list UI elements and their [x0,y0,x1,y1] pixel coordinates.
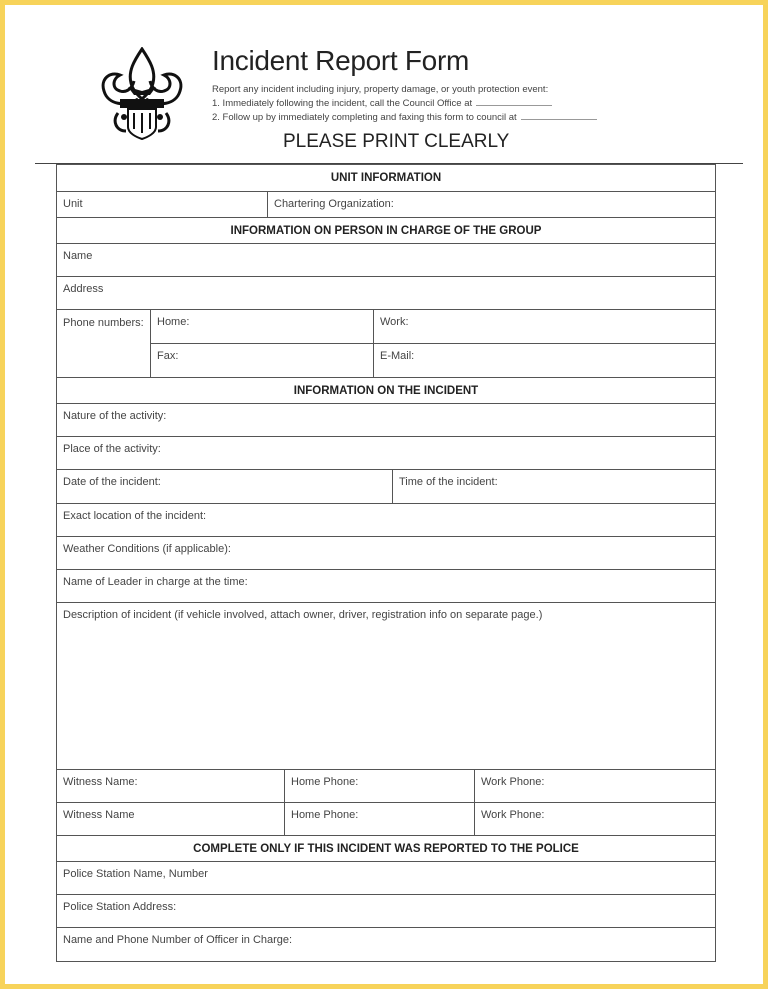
form-row [57,894,715,927]
form-row [57,602,715,769]
leader-in-charge-field[interactable]: Name of Leader in charge at the time: [63,576,248,588]
weather-conditions-field[interactable]: Weather Conditions (if applicable): [63,543,231,555]
form-row [151,343,715,377]
instruction-line [212,112,597,123]
phone-numbers-block [57,309,715,377]
instruction-line [212,98,552,109]
nature-of-activity-field[interactable]: Nature of the activity: [63,410,167,422]
section-heading-incident: INFORMATION ON THE INCIDENT [57,377,715,403]
incident-time-field[interactable]: Time of the incident: [392,470,715,503]
home-phone-field[interactable]: Home: [157,316,190,328]
form-row [57,436,715,469]
witness-work-phone-field[interactable]: Work Phone: [474,770,715,802]
witness-work-phone-field[interactable]: Work Phone: [474,803,715,835]
witness-home-phone-field[interactable]: Home Phone: [284,770,474,802]
witness-name-field[interactable]: Witness Name: [63,776,138,788]
unit-field[interactable]: Unit [63,198,83,210]
police-station-name-field[interactable]: Police Station Name, Number [63,868,208,880]
section-heading-police: COMPLETE ONLY IF THIS INCIDENT WAS REPORTED TO THE POLICE [57,835,715,861]
witness-name-field[interactable]: Witness Name [63,809,135,821]
witness-home-phone-field[interactable]: Home Phone: [284,803,474,835]
phone-numbers-label: Phone numbers: [57,310,151,377]
blank-line [521,119,597,120]
leader-address-field[interactable]: Address [63,283,104,295]
form-row [57,861,715,894]
place-of-activity-field[interactable]: Place of the activity: [63,443,161,455]
form-row [57,536,715,569]
email-field[interactable]: E-Mail: [373,344,715,377]
instruction-text: 2. Follow up by immediately completing and faxing this form to council at [212,112,517,123]
section-heading-unit: UNIT INFORMATION [57,164,715,191]
fleur-de-lis-emblem-icon [98,47,186,141]
instruction-text: 1. Immediately following the incident, call the Council Office at [212,98,473,109]
fax-field[interactable]: Fax: [157,350,179,362]
report-form-table [56,164,716,962]
form-row [57,569,715,602]
form-row [57,403,715,436]
form-title: Incident Report Form [212,45,469,76]
section-heading-person: INFORMATION ON PERSON IN CHARGE OF THE GROUP [57,217,715,243]
phone-grid [151,310,715,377]
witness-row [57,802,715,835]
form-row [57,927,715,961]
incident-date-field[interactable]: Date of the incident: [63,476,161,488]
witness-row [57,769,715,802]
print-notice: PLEASE PRINT CLEARLY [283,131,510,152]
form-row [57,469,715,503]
blank-line [476,105,552,106]
incident-description-field[interactable]: Description of incident (if vehicle involved, attach owner, driver, registration info on separate page.) [63,609,543,621]
exact-location-field[interactable]: Exact location of the incident: [63,510,207,522]
form-row [151,310,715,343]
instruction-line: Report any incident including injury, property damage, or youth protection event: [212,84,549,95]
leader-name-field[interactable]: Name [63,250,93,262]
form-row [57,191,715,217]
police-station-address-field[interactable]: Police Station Address: [63,901,177,913]
work-phone-field[interactable]: Work: [373,310,715,343]
officer-in-charge-field[interactable]: Name and Phone Number of Officer in Charge: [63,934,293,946]
form-row [57,243,715,276]
form-row [57,276,715,309]
chartering-organization-field[interactable]: Chartering Organization: [267,192,715,217]
form-row [57,503,715,536]
